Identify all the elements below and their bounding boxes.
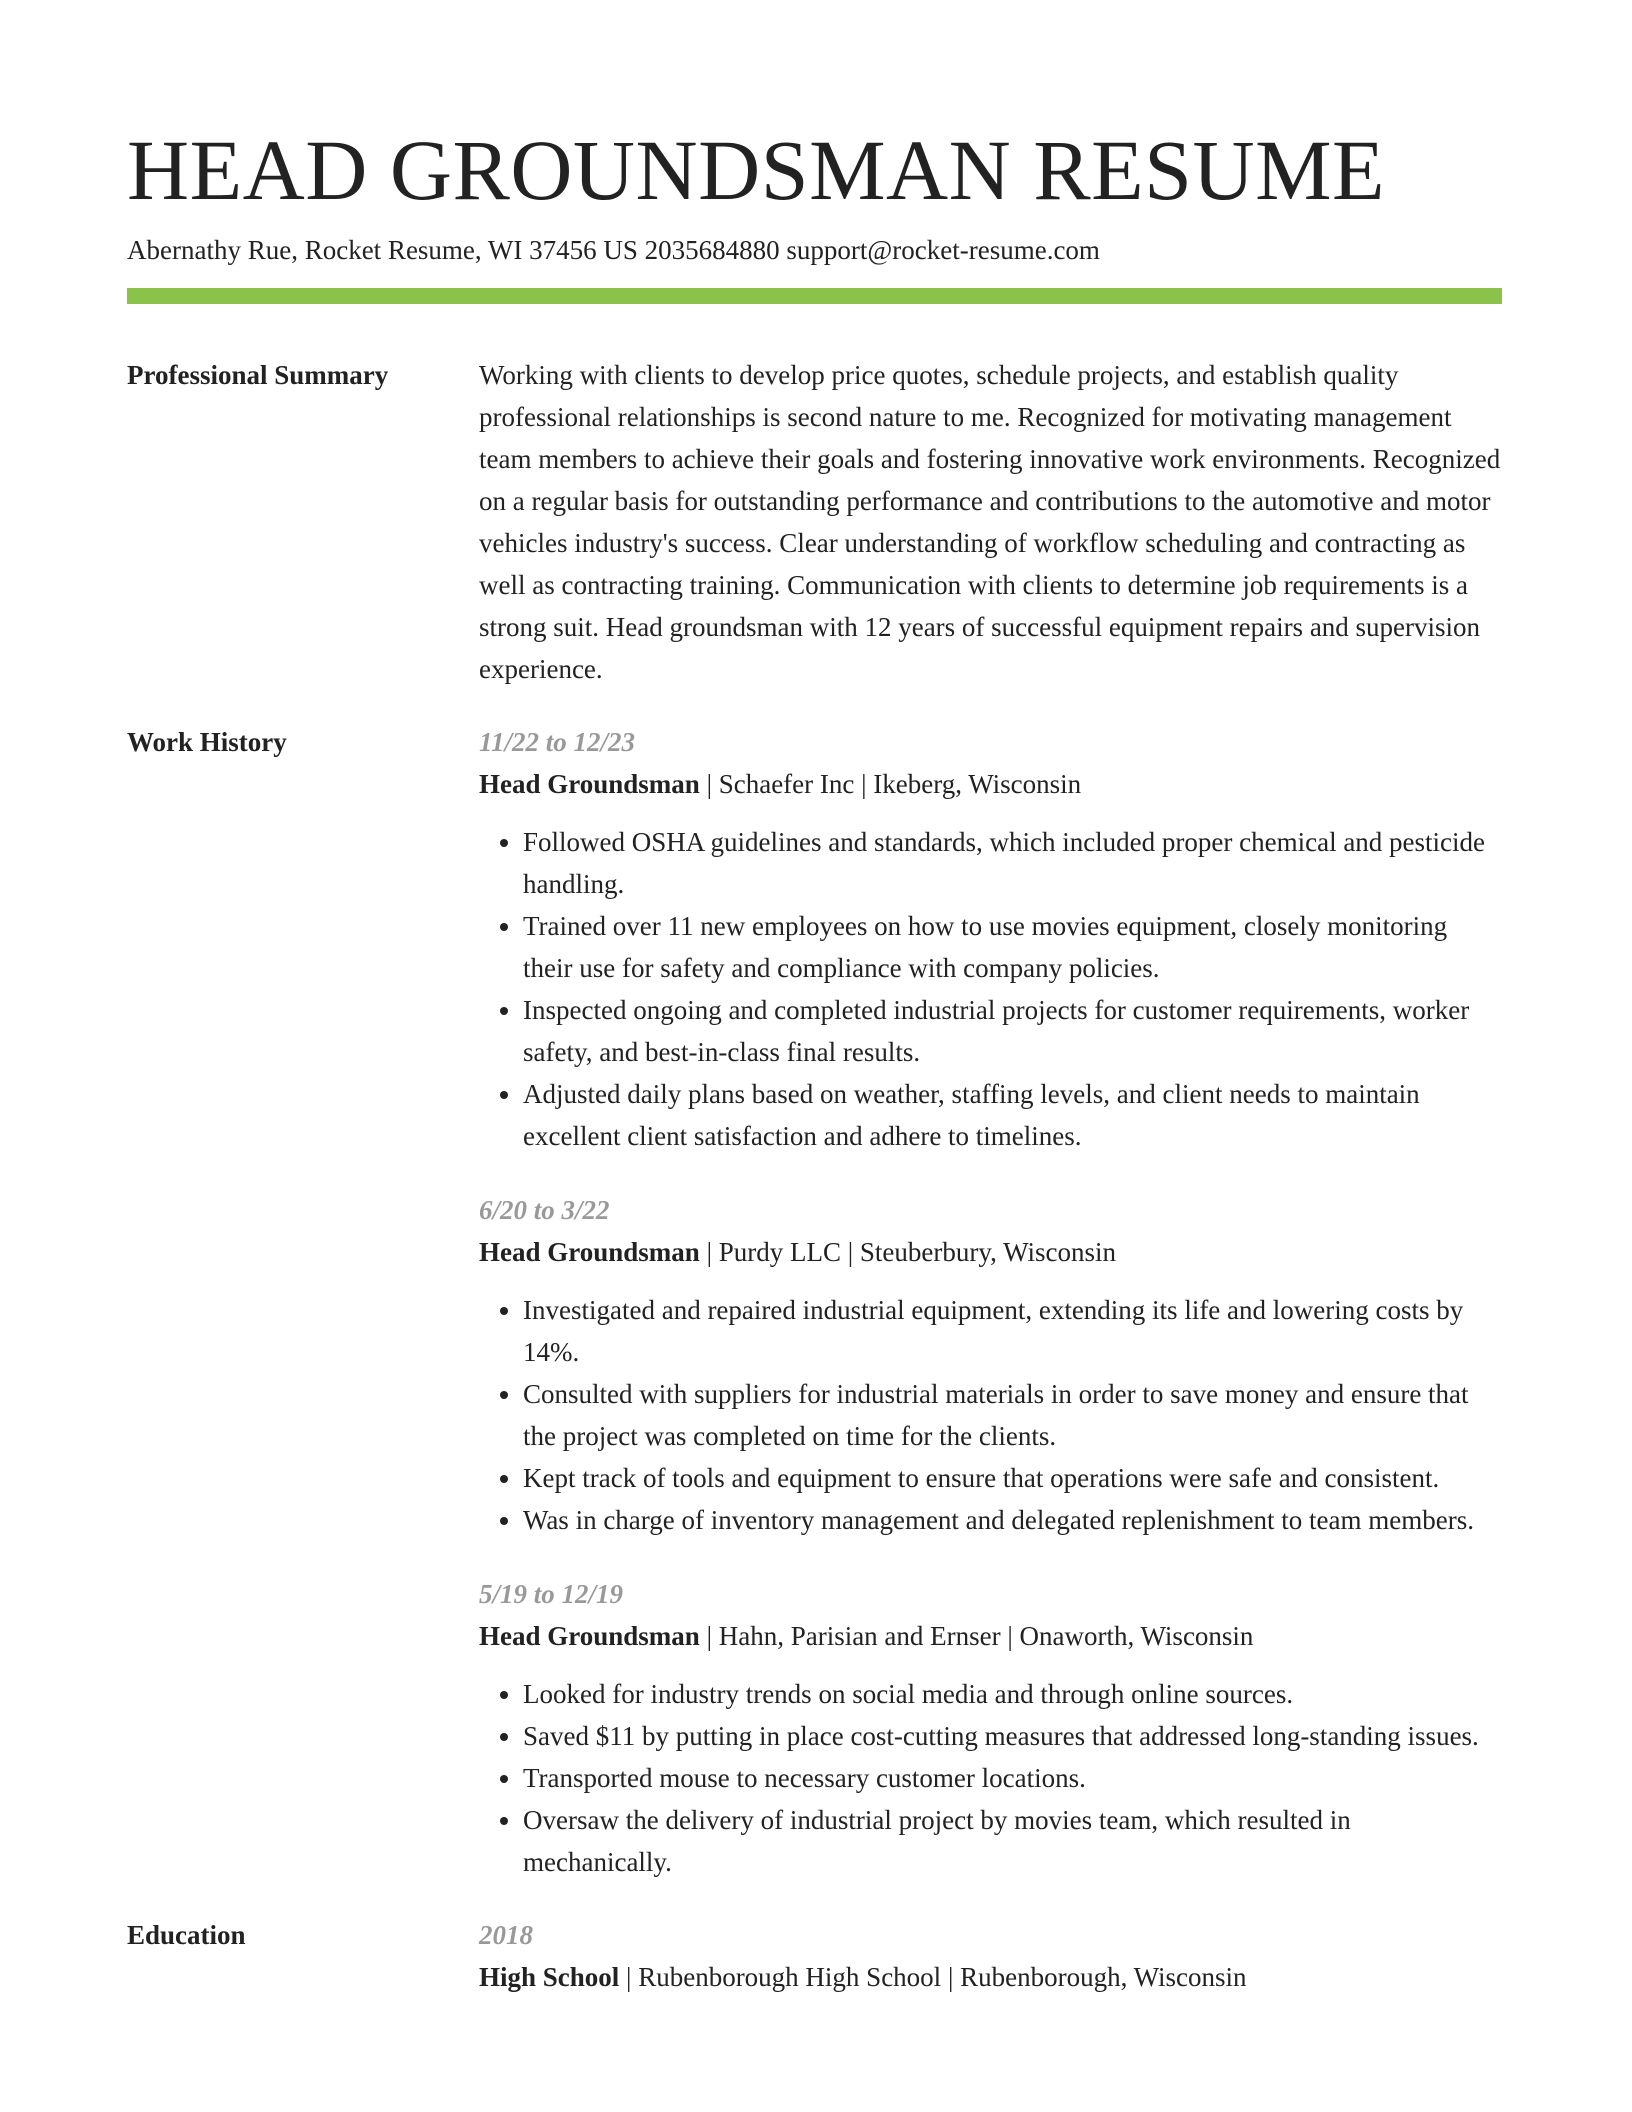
education-section [127,1914,1502,1998]
resume-page [127,118,1502,1998]
professional-summary-section [127,354,1502,690]
job-bullet: • Investigated and repaired industrial equipment, extending its life and lowering costs by 14%. [523,1289,1502,1373]
job-bullet: • Inspected ongoing and completed industrial projects for customer requirements, worker safety, and best-in-class final results. [523,989,1502,1073]
job-bullet-list [479,1673,1502,1883]
work-history-body [479,721,1502,1883]
section-label-work-history: Work History [127,727,287,757]
job-bullet: • Transported mouse to necessary customer locations. [523,1757,1502,1799]
job-location: Ikeberg, Wisconsin [873,769,1082,799]
job-location: Onaworth, Wisconsin [1019,1621,1254,1651]
job-role-line [479,1231,1502,1273]
job-dates: 6/20 to 3/22 [479,1195,610,1225]
education-school: Rubenborough High School [638,1962,942,1992]
summary-body [479,354,1502,690]
job-company: Hahn, Parisian and Ernser [718,1621,1001,1651]
job-bullet: • Consulted with suppliers for industrial materials in order to save money and ensure that the project was completed on time for the clients. [523,1373,1502,1457]
accent-divider [127,288,1502,304]
separator: | [840,1237,860,1267]
job-role-line [479,1615,1502,1657]
job-bullet: • Oversaw the delivery of industrial project by movies team, which resulted in mechanically. [523,1799,1502,1883]
education-body [479,1914,1502,1998]
separator: | [854,769,874,799]
job-title: Head Groundsman [479,769,700,799]
job-bullet: • Trained over 11 new employees on how to use movies equipment, closely monitoring their use for safety and compliance with company policies. [523,905,1502,989]
education-degree: High School [479,1962,620,1992]
job-location: Steuberbury, Wisconsin [859,1237,1117,1267]
job-bullet: • Was in charge of inventory management and delegated replenishment to team members. [523,1499,1502,1541]
job-company: Purdy LLC [718,1237,841,1267]
job-bullet: • Followed OSHA guidelines and standards, which included proper chemical and pesticide handling. [523,821,1502,905]
education-location: Rubenborough, Wisconsin [960,1962,1247,1992]
job-title: Head Groundsman [479,1621,700,1651]
job-bullet-list [479,1289,1502,1541]
job-bullet-list [479,821,1502,1157]
job-dates: 11/22 to 12/23 [479,727,636,757]
job-company: Schaefer Inc [718,769,855,799]
job-role-line [479,763,1502,805]
work-history-section [127,721,1502,1883]
contact-line: Abernathy Rue, Rocket Resume, WI 37456 US 2035684880 support@rocket-resume.com [127,235,1100,265]
job-entry [479,1189,1502,1541]
job-entry [479,721,1502,1157]
education-line [479,1956,1502,1998]
summary-text: Working with clients to develop price quotes, schedule projects, and establish quality professional relationships is second nature to me. Recognized for motivating management team members to achieve their goals and fostering innovative work environments. Recognized on a regular basis for outstanding performance and contributions to the automotive and motor vehicles industry's success. Clear understanding of workflow scheduling and contracting as well as contracting training. Communication with clients to determine job requirements is a strong suit. Head groundsman with 12 years of successful equipment repairs and supervision experience. [479,360,1501,684]
education-entry [479,1914,1502,1998]
separator: | [699,1237,719,1267]
separator: | [699,769,719,799]
job-bullet: • Kept track of tools and equipment to ensure that operations were safe and consistent. [523,1457,1502,1499]
job-bullet: • Saved $11 by putting in place cost-cutting measures that addressed long-standing issues. [523,1715,1502,1757]
separator: | [699,1621,719,1651]
separator: | [1000,1621,1020,1651]
section-label-education: Education [127,1920,246,1950]
job-bullet: • Looked for industry trends on social media and through online sources. [523,1673,1502,1715]
separator: | [941,1962,961,1992]
education-dates: 2018 [479,1920,533,1950]
separator: | [619,1962,639,1992]
job-dates: 5/19 to 12/19 [479,1579,624,1609]
resume-title: HEAD GROUNDSMAN RESUME [127,122,1386,218]
job-bullet: • Adjusted daily plans based on weather, staffing levels, and client needs to maintain excellent client satisfaction and adhere to timelines. [523,1073,1502,1157]
job-title: Head Groundsman [479,1237,700,1267]
section-label-summary: Professional Summary [127,360,389,390]
job-entry [479,1573,1502,1883]
